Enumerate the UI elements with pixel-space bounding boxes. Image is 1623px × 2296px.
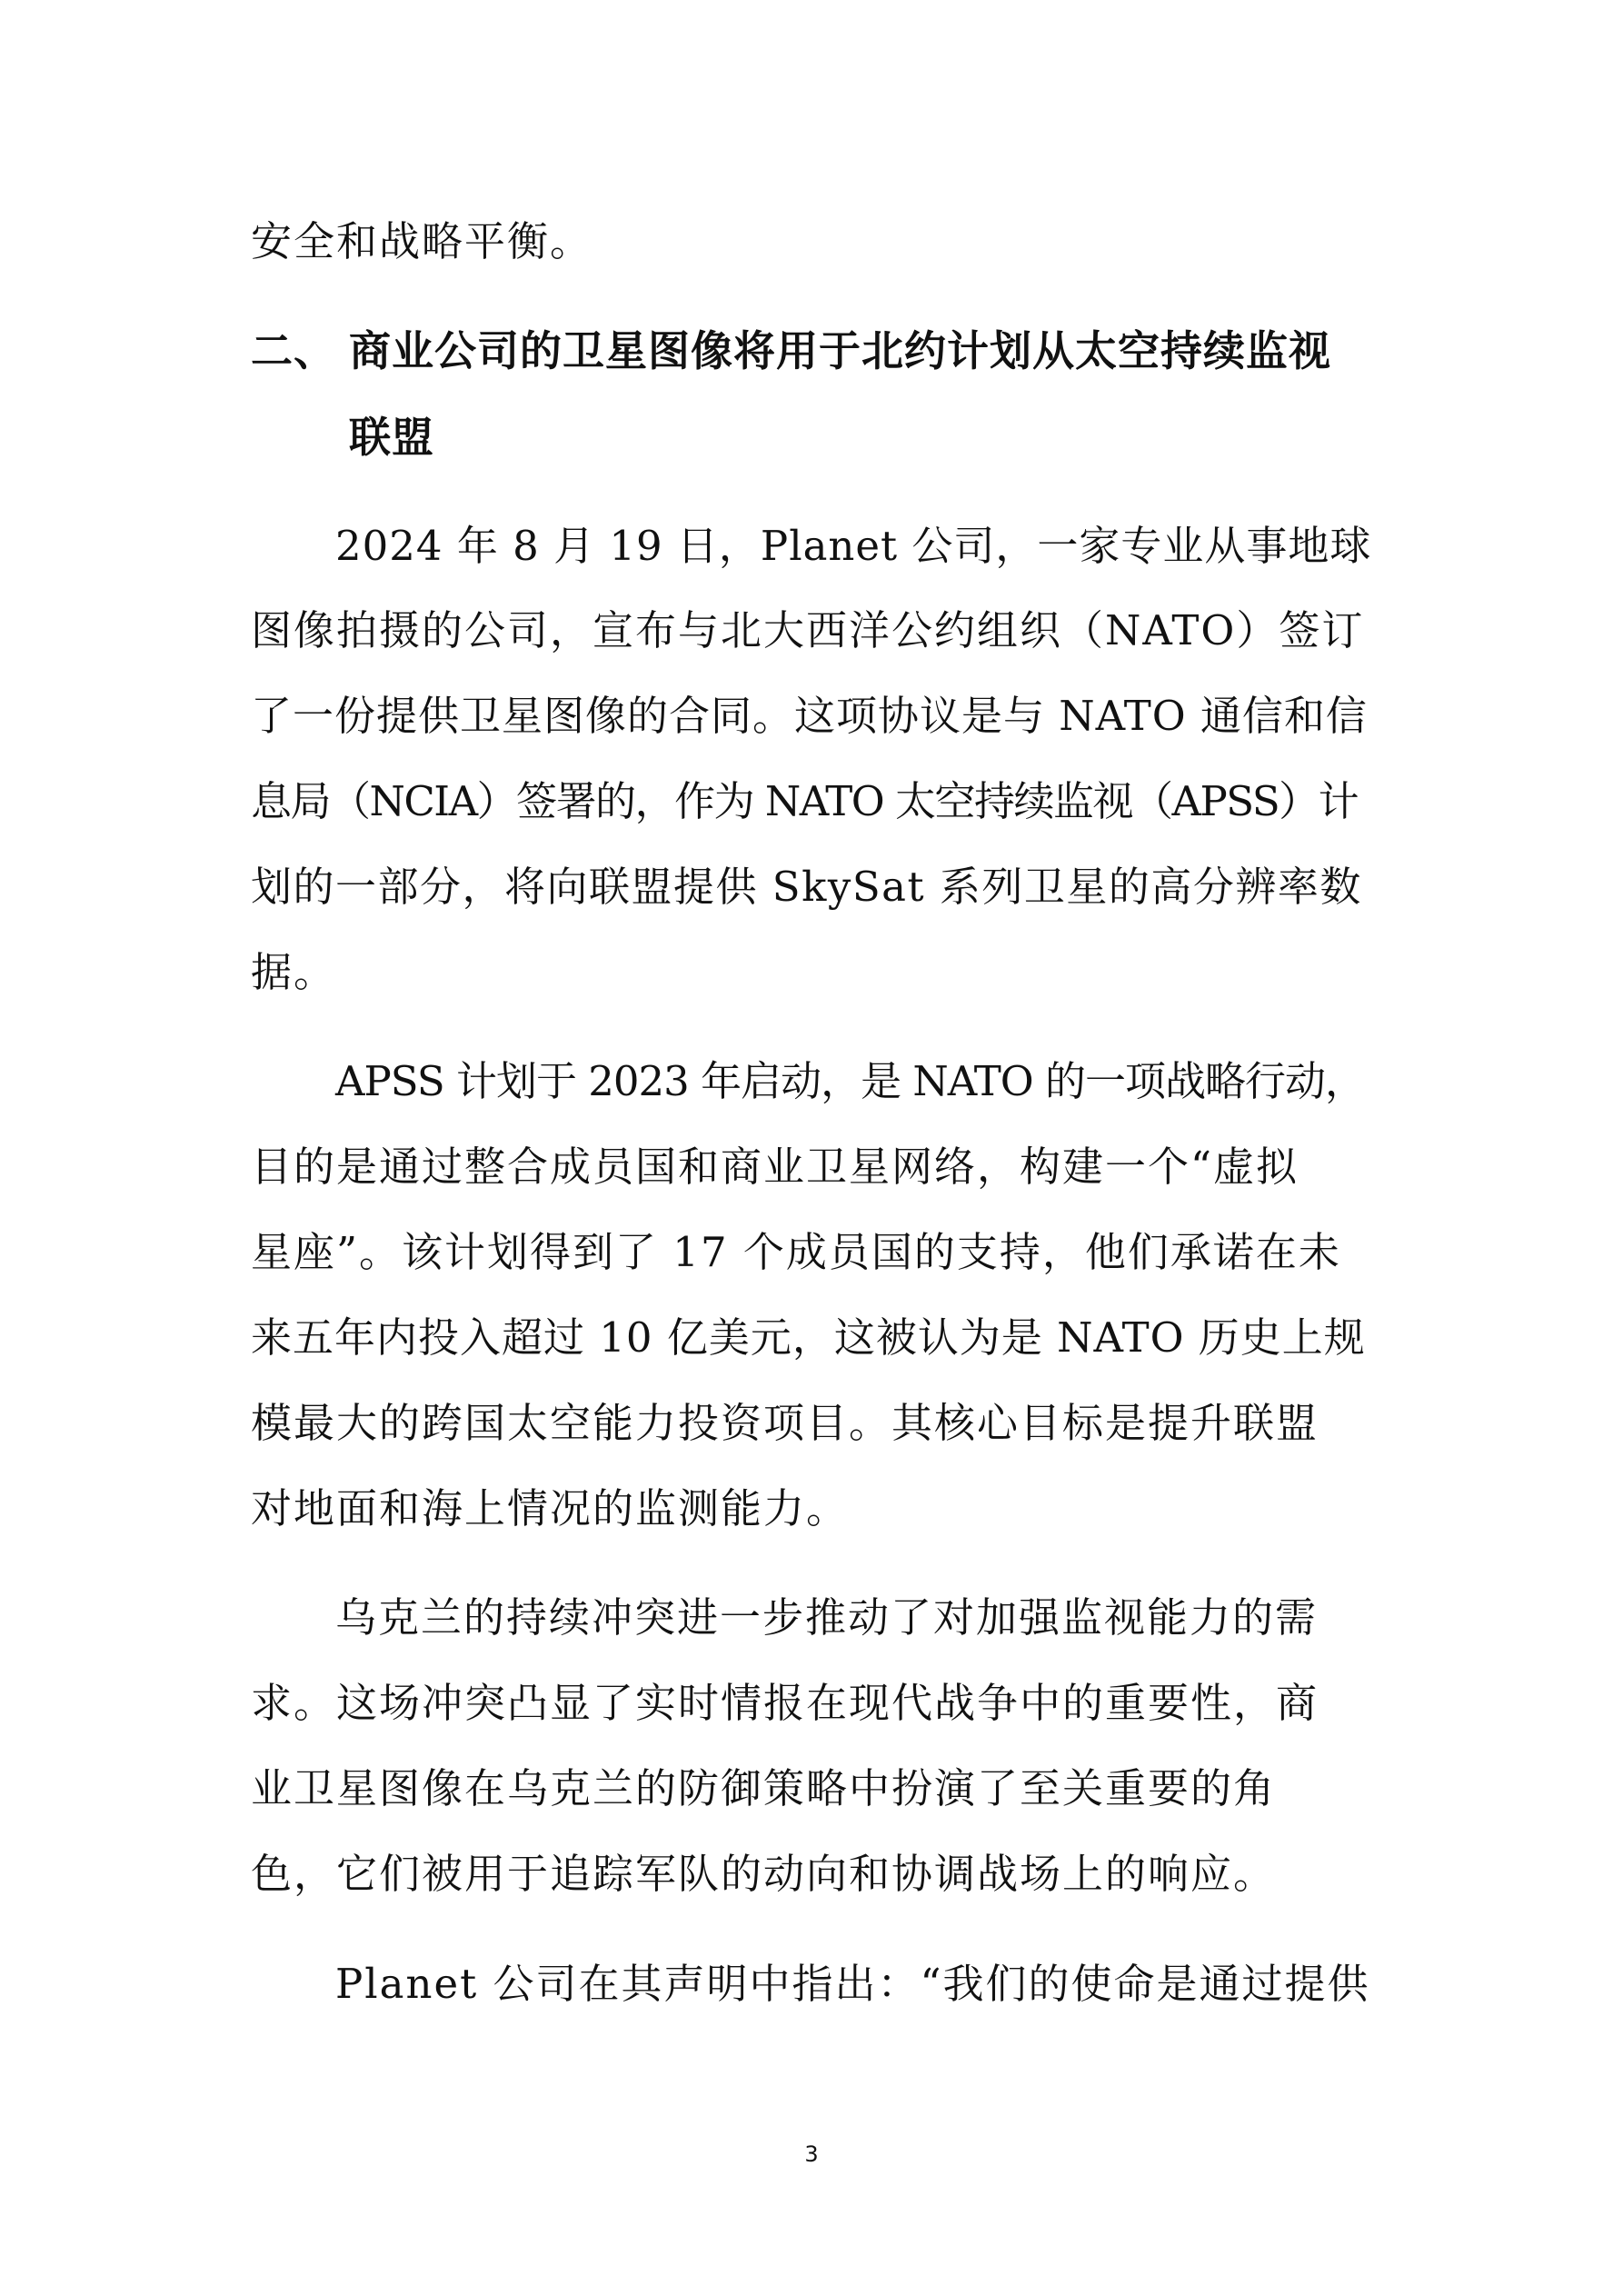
paragraph-line: 色，它们被用于追踪军队的动向和协调战场上的响应。 (251, 1850, 1277, 1898)
paragraph-line: 业卫星图像在乌克兰的防御策略中扮演了至关重要的角 (251, 1764, 1277, 1812)
page-number: 3 (804, 2141, 819, 2167)
paragraph-line: 星座”。该计划得到了 17 个成员国的支持，他们承诺在未 (251, 1228, 1341, 1276)
paragraph-line: 求。这场冲突凸显了实时情报在现代战争中的重要性，商 (251, 1679, 1319, 1727)
paragraph-line: 对地面和海上情况的监测能力。 (251, 1484, 850, 1532)
paragraph-line: 了一份提供卫星图像的合同。这项协议是与 NATO 通信和信 (251, 692, 1368, 740)
section-title-line-2: 联盟 (349, 413, 434, 462)
paragraph-line: 来五年内投入超过 10 亿美元，这被认为是 NATO 历史上规 (251, 1313, 1366, 1362)
paragraph-line: Planet 公司在其声明中指出：“我们的使命是通过提供 (335, 1960, 1370, 2008)
continuation-line: 安全和战略平衡。 (251, 217, 593, 265)
paragraph-line: 乌克兰的持续冲突进一步推动了对加强监视能力的需 (335, 1593, 1319, 1642)
paragraph-line: APSS 计划于 2023 年启动，是 NATO 的一项战略行动， (335, 1057, 1366, 1105)
section-number: 二、 (251, 326, 336, 375)
paragraph-line: 图像拍摄的公司，宣布与北大西洋公约组织（NATO）签订 (251, 606, 1365, 654)
paragraph-line: 划的一部分，将向联盟提供 SkySat 系列卫星的高分辨率数 (251, 863, 1362, 911)
paragraph-line: 2024 年 8 月 19 日，Planet 公司，一家专业从事地球 (335, 522, 1372, 570)
paragraph-line: 据。 (251, 948, 337, 996)
paragraph-line: 模最大的跨国太空能力投资项目。其核心目标是提升联盟 (251, 1399, 1319, 1447)
paragraph-line: 目的是通过整合成员国和商业卫星网络，构建一个“虚拟 (251, 1143, 1299, 1191)
paragraph-line: 息局（NCIA）签署的，作为 NATO 太空持续监视（APSS）计 (251, 777, 1359, 825)
section-title-line-1: 商业公司的卫星图像将用于北约计划从太空持续监视 (349, 326, 1331, 375)
